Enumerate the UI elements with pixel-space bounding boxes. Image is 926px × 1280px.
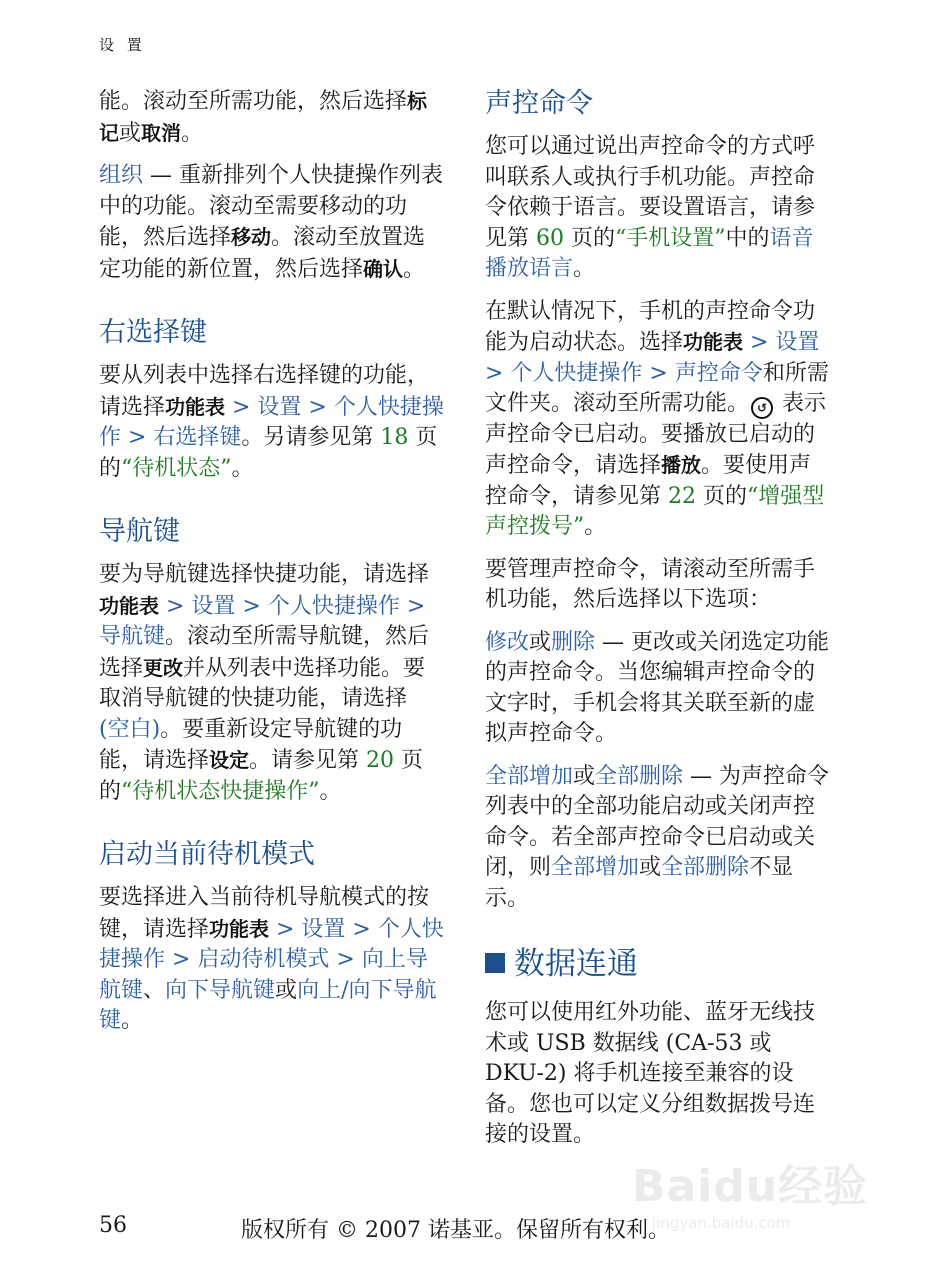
text-run: — 重新排列个人快捷操作列表中的功能。滚动至需要移动的功能，然后选择 — [99, 163, 444, 250]
menu-path-link[interactable]: 全部删除 — [661, 855, 750, 880]
text-run: 和所需文件夹。滚动至所需功能。 — [485, 360, 829, 416]
left-column — [99, 86, 444, 1049]
cross-reference-link[interactable]: “待机状态” — [121, 455, 232, 481]
chapter-heading-text: 数据连通 — [514, 946, 638, 982]
text-run: 要为导航键选择快捷功能，请选择 — [99, 562, 430, 587]
watermark-logo: Baidu经验 — [632, 1161, 869, 1212]
text-run: — 为声控命令列表中的全部功能启动或关闭声控命令。若全部声控命令已启动或关闭，则 — [485, 763, 830, 880]
paragraph — [485, 297, 830, 543]
cross-reference-link[interactable]: 60 — [536, 225, 564, 251]
menu-path-link[interactable]: > 设置 > 个人快捷操作 > 声控命令 — [485, 330, 820, 386]
paragraph — [485, 998, 830, 1151]
menu-path-link[interactable]: 组织 — [99, 163, 144, 188]
text-run: 页的 — [696, 483, 747, 509]
paragraph — [485, 628, 830, 750]
watermark-url: jingyan.baidu.com — [652, 1214, 791, 1232]
cross-reference-link[interactable]: “手机设置” — [615, 225, 726, 251]
text-run: 中的 — [725, 225, 770, 251]
bold-term: 功能表 — [683, 330, 744, 354]
section-heading-right-selection-key: 右选择键 — [99, 317, 207, 348]
bold-term: 取消 — [141, 120, 182, 145]
text-run: 。另请参见第 — [241, 425, 381, 450]
text-run: 要管理声控命令，请滚动至所需手机功能，然后选择以下选项： — [485, 556, 816, 612]
text-run: 表示声控命令已启动。要播放已启动的声控命令，请选择 — [485, 391, 827, 478]
paragraph — [99, 86, 444, 149]
text-run: 页的 — [99, 748, 424, 804]
menu-path-link[interactable]: > 设置 > 个人快捷操作 > 启动待机模式 > 向上导航键 — [99, 916, 444, 1003]
text-run: 。 — [319, 778, 342, 804]
text-run: 。 — [121, 1008, 144, 1033]
menu-path-link[interactable]: > 设置 > 个人快捷操作 > 导航键 — [99, 593, 426, 649]
text-run: 要选择进入当前待机导航模式的按键，请选择 — [99, 885, 430, 942]
watermark — [632, 1150, 872, 1250]
menu-path-link[interactable]: 向上/向下导航键 — [99, 977, 437, 1033]
bold-term: 播放 — [661, 453, 702, 477]
menu-path-link[interactable]: 修改 — [485, 629, 530, 655]
menu-path-link[interactable]: 全部删除 — [595, 763, 684, 789]
cross-reference-link[interactable]: 20 — [366, 748, 395, 773]
menu-path-link[interactable]: 全部增加 — [551, 855, 640, 880]
bold-term: 标记 — [99, 89, 428, 145]
text-run: 或 — [119, 120, 142, 146]
menu-path-link[interactable]: 语音播放语言 — [485, 225, 814, 281]
text-run: 或 — [573, 763, 596, 789]
chapter-heading-connectivity — [485, 944, 830, 984]
paragraph — [99, 161, 444, 285]
text-run: 或 — [275, 977, 298, 1003]
bold-term: 功能表 — [165, 394, 226, 419]
section-heading-navigation-key: 导航键 — [99, 516, 180, 547]
cross-reference-link[interactable]: 22 — [668, 483, 696, 509]
paragraph — [99, 883, 444, 1037]
text-run: 。 — [573, 256, 596, 281]
menu-path-link[interactable]: 向下导航键 — [165, 977, 276, 1003]
text-run: 您可以使用红外功能、蓝牙无线技术或 USB 数据线 (CA-53 或 DKU-2) 将手机连接至兼容的设备。您也可以定义分组数据拨号连接的设置。 — [485, 1000, 816, 1147]
paragraph — [485, 555, 830, 616]
cross-reference-link[interactable]: “增强型声控拨号” — [485, 483, 825, 539]
text-run: 。 — [403, 256, 426, 282]
paragraph — [99, 361, 444, 484]
text-run: 、 — [143, 977, 166, 1003]
menu-path-link[interactable]: 删除 — [551, 629, 596, 655]
paragraph — [485, 132, 830, 285]
text-run: 要从列表中选择右选择键的功能，请选择 — [99, 363, 430, 420]
paragraph — [99, 560, 444, 807]
text-run: 页的 — [99, 425, 438, 481]
text-run: 能。滚动至所需功能，然后选择 — [99, 89, 408, 114]
running-header: 设 置 — [99, 36, 146, 54]
text-run: 或 — [639, 855, 662, 880]
menu-path-link[interactable]: 全部增加 — [485, 763, 574, 789]
text-run: 。要重新设定导航键的功能，请选择 — [99, 716, 403, 773]
text-run: 。 — [584, 514, 607, 539]
text-run: — 更改或关闭选定功能的声控命令。当您编辑声控命令的文字时，手机会将其关联至新的虚拟声控命令。 — [485, 629, 830, 746]
text-run: 。 — [181, 120, 204, 146]
bold-term: 确认 — [363, 256, 404, 281]
bold-term: 设定 — [209, 748, 250, 772]
copyright-notice: 版权所有 © 2007 诺基亚。保留所有权利。 — [241, 1218, 670, 1243]
bold-term: 更改 — [143, 655, 184, 680]
text-run: 在默认情况下，手机的声控命令功能为启动状态。选择 — [485, 298, 816, 355]
cross-reference-link[interactable]: 18 — [380, 425, 409, 450]
text-run: 。请参见第 — [249, 748, 367, 773]
menu-path-link[interactable]: > 设置 > 个人快捷操作 > 右选择键 — [99, 394, 444, 450]
text-run: 或 — [529, 629, 552, 655]
bold-term: 功能表 — [99, 593, 159, 618]
text-run: 。滚动至放置选定功能的新位置，然后选择 — [99, 225, 426, 282]
text-run: 并从列表中选择功能。要取消导航键的快捷功能，请选择 — [99, 655, 426, 711]
text-run: 。 — [231, 455, 254, 481]
text-run: 您可以通过说出声控命令的方式呼叫联系人或执行手机功能。声控命令依赖于语言。要设置语言，请参见第 — [485, 134, 816, 251]
cross-reference-link[interactable]: “待机状态快捷操作” — [121, 778, 320, 804]
page-number: 56 — [99, 1213, 127, 1238]
paragraph — [485, 762, 830, 915]
text-run: 页的 — [564, 225, 615, 251]
right-column — [485, 86, 830, 1163]
section-heading-voice-commands: 声控命令 — [485, 88, 593, 119]
text-run: 。滚动至所需导航键，然后选择 — [99, 624, 430, 681]
bold-term: 移动 — [231, 225, 272, 249]
voice-active-icon: ↺ — [751, 397, 773, 419]
menu-path-link[interactable]: (空白) — [99, 716, 161, 742]
bold-term: 功能表 — [209, 916, 270, 941]
text-run: 。要使用声控命令，请参见第 — [485, 453, 812, 509]
square-bullet-icon — [485, 953, 505, 973]
section-heading-active-standby: 启动当前待机模式 — [99, 839, 315, 870]
text-run: 不显示。 — [485, 855, 794, 911]
